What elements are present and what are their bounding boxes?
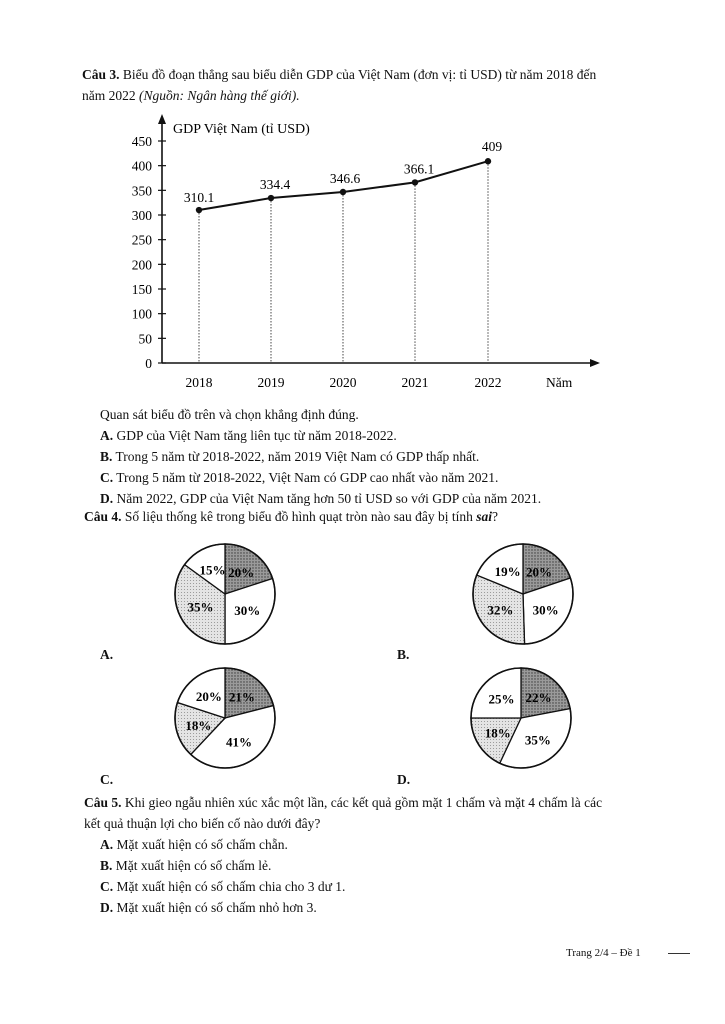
x-tick-label: 2019 <box>257 375 285 390</box>
option-letter: A. <box>100 428 114 443</box>
data-label: 409 <box>481 139 503 155</box>
q5-text-line1 <box>84 794 602 812</box>
option-text: Năm 2022, GDP của Việt Nam tăng hơn 50 tỉ USD so với GDP của năm 2021. <box>116 491 542 506</box>
option-letter: B. <box>100 449 113 464</box>
option-letter: A. <box>100 837 114 852</box>
pie-slice-label: 35% <box>187 599 214 615</box>
q5-option-a[interactable] <box>100 836 288 854</box>
y-tick-label: 0 <box>145 356 152 371</box>
x-tick-label: 2018 <box>185 375 213 390</box>
y-tick-label: 50 <box>138 331 152 347</box>
option-letter: D. <box>100 491 114 506</box>
q5-option-d[interactable] <box>100 899 317 917</box>
x-axis-label: Năm <box>546 375 573 390</box>
page-footer: Trang 2/4 – Đề 1 <box>566 947 641 959</box>
pie-slice-label: 30% <box>234 603 261 619</box>
data-label: 346.6 <box>329 171 361 187</box>
pie-a <box>175 544 275 644</box>
x-tick-label: 2022 <box>474 375 502 390</box>
pie-slice-label: 35% <box>524 732 551 748</box>
pie-slice-label: 30% <box>532 602 559 618</box>
pie-c <box>175 668 275 768</box>
q5-stem: Khi gieo ngẫu nhiên xúc xắc một lần, các kết quả gồm mặt 1 chấm và mặt 4 chấm là các <box>124 795 603 810</box>
option-letter: C. <box>100 879 114 894</box>
q3-source: (Nguồn: Ngân hàng thế giới). <box>139 88 300 103</box>
y-tick-label: 200 <box>131 257 152 273</box>
x-tick-label: 2021 <box>401 375 429 390</box>
option-letter: C. <box>100 470 114 485</box>
q5-text-line2: kết quả thuận lợi cho biến cố nào dưới đây? <box>84 816 321 831</box>
pie-slice-label: 20% <box>228 564 255 580</box>
q4-qmark: ? <box>492 509 498 524</box>
pie-slice-label: 20% <box>195 688 222 704</box>
pie-slice-label: 20% <box>526 564 553 580</box>
q3-prompt: Quan sát biểu đồ trên và chọn khẳng định đúng. <box>100 407 359 422</box>
option-text: Mặt xuất hiện có số chấm chia cho 3 dư 1. <box>116 879 346 894</box>
y-tick-label: 350 <box>131 183 152 199</box>
q5-option-b[interactable] <box>100 857 271 875</box>
option-text: Mặt xuất hiện có số chấm chẵn. <box>116 837 288 852</box>
q4-option-c[interactable]: C. <box>100 772 114 787</box>
y-tick-label: 150 <box>131 282 152 297</box>
q4-option-d[interactable]: D. <box>397 772 411 787</box>
y-tick-label: 300 <box>131 208 152 223</box>
chart-title: GDP Việt Nam (tỉ USD) <box>173 122 310 137</box>
y-tick-label: 250 <box>131 232 152 248</box>
q5-number: Câu 5. <box>84 795 122 810</box>
option-text: Mặt xuất hiện có số chấm nhỏ hơn 3. <box>116 900 317 915</box>
pie-d <box>471 668 571 768</box>
q4-option-b[interactable]: B. <box>397 647 410 662</box>
q4-stem: Số liệu thống kê trong biểu đồ hình quạt tròn nào sau đây bị tính <box>124 509 477 524</box>
option-text: GDP của Việt Nam tăng liên tục từ năm 2018-2022. <box>116 428 397 443</box>
option-letter: B. <box>100 858 113 873</box>
pie-slice-label: 41% <box>225 734 252 750</box>
q3-stem-cont: năm 2022 <box>82 88 139 103</box>
option-text: Trong 5 năm từ 2018-2022, năm 2019 Việt Nam có GDP thấp nhất. <box>115 449 480 464</box>
option-text: Mặt xuất hiện có số chấm lẻ. <box>115 858 272 873</box>
option-letter: D. <box>100 900 114 915</box>
pie-b <box>473 544 573 644</box>
q4-option-a[interactable]: A. <box>100 647 114 662</box>
data-label: 366.1 <box>403 161 435 177</box>
pie-slice-label: 32% <box>487 602 514 618</box>
x-tick-label: 2020 <box>329 375 357 390</box>
pie-slice-label: 19% <box>494 564 521 580</box>
footer-rule <box>668 953 690 954</box>
y-tick-label: 450 <box>131 134 152 149</box>
data-label: 310.1 <box>183 190 215 206</box>
pie-slice-label: 15% <box>199 562 226 578</box>
y-tick-label: 400 <box>131 158 152 174</box>
pie-slice-label: 22% <box>525 689 552 705</box>
q3-number: Câu 3. <box>82 67 120 82</box>
q4-number: Câu 4. <box>84 509 122 524</box>
option-text: Trong 5 năm từ 2018-2022, Việt Nam có GDP cao nhất vào năm 2021. <box>116 470 499 485</box>
pie-slice-label: 18% <box>185 717 212 733</box>
data-label: 334.4 <box>259 177 291 193</box>
q3-stem: Biểu đồ đoạn thẳng sau biểu diễn GDP của Việt Nam (đơn vị: tỉ USD) từ năm 2018 đến <box>122 67 597 82</box>
y-tick-label: 100 <box>131 306 152 322</box>
pie-slice-label: 18% <box>484 725 511 741</box>
pie-slice-label: 21% <box>228 689 255 705</box>
pie-slice-label: 25% <box>488 691 515 707</box>
q5-option-c[interactable] <box>100 878 345 896</box>
q4-emphasis: sai <box>476 509 492 524</box>
